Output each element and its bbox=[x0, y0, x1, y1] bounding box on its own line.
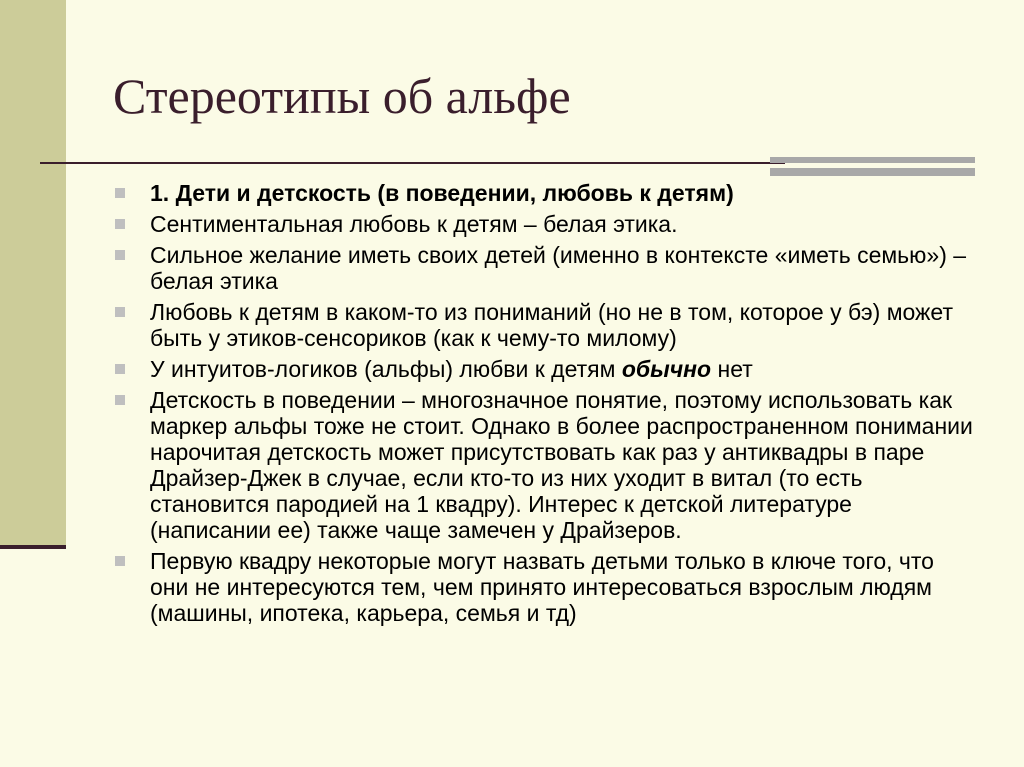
bullet-emphasis: обычно bbox=[621, 356, 712, 382]
bullet-text bbox=[150, 356, 753, 382]
bullet-text-start: У интуитов-логиков (альфы) любви к детям bbox=[150, 356, 622, 382]
bullet-item bbox=[113, 356, 973, 382]
bullet-square-icon bbox=[115, 395, 125, 405]
bullet-square-icon bbox=[115, 307, 125, 317]
title-divider bbox=[40, 162, 785, 164]
bullet-text: Сентиментальная любовь к детям – белая этика. bbox=[150, 211, 678, 237]
bullet-text: Сильное желание иметь своих детей (именно в контексте «иметь семью») – белая этика bbox=[150, 242, 967, 294]
side-accent-bar bbox=[0, 0, 66, 549]
bullet-item bbox=[113, 299, 973, 351]
divider-accent-bottom bbox=[770, 168, 975, 176]
bullet-item bbox=[113, 242, 973, 294]
bullet-item bbox=[113, 211, 973, 237]
bullet-text: Любовь к детям в каком-то из пониманий (но не в том, которое у бэ) может быть у этиков-сенсориков (как к чему-то милому) bbox=[150, 299, 953, 351]
divider-accent-top bbox=[770, 157, 975, 163]
bullet-list bbox=[113, 180, 973, 631]
bullet-square-icon bbox=[115, 250, 125, 260]
bullet-square-icon bbox=[115, 364, 125, 374]
bullet-text: Детскость в поведении – многозначное понятие, поэтому использовать как маркер альфы тоже не стоит. Однако в более распространенном понимании нарочитая детскость может присутствовать как раз у антиквадры в паре Драйзер-Джек в случае, если кто-то из них уходит в витал (то есть становится пародией на 1 квадру). Интерес к детской литературе (написании ее) также чаще замечен у Драйзеров. bbox=[150, 387, 973, 543]
bullet-item bbox=[113, 548, 973, 626]
side-accent-line bbox=[0, 545, 66, 549]
bullet-text-end: нет bbox=[711, 356, 753, 382]
slide-title: Стереотипы об альфе bbox=[113, 68, 571, 124]
bullet-text: 1. Дети и детскость (в поведении, любовь к детям) bbox=[150, 180, 734, 206]
bullet-item bbox=[113, 180, 973, 206]
bullet-text: Первую квадру некоторые могут назвать детьми только в ключе того, что они не интересуются тем, чем принято интересоваться взрослым людям (машины, ипотека, карьера, семья и тд) bbox=[150, 548, 934, 626]
bullet-square-icon bbox=[115, 219, 125, 229]
bullet-item bbox=[113, 387, 973, 543]
bullet-square-icon bbox=[115, 188, 125, 198]
bullet-square-icon bbox=[115, 556, 125, 566]
